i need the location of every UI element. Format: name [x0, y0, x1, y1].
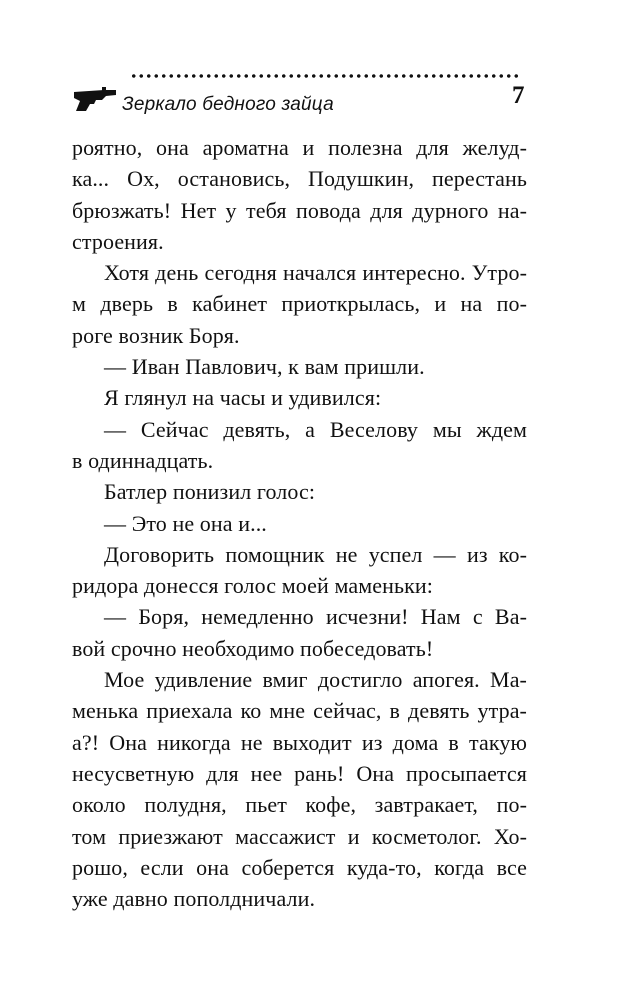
running-header: [72, 72, 572, 122]
text-line: — Боря, немедленно исчезни! Нам с Ва-: [104, 604, 527, 630]
text-line: строения.: [72, 228, 164, 254]
text-line: ридора донесся голос моей маменьки:: [72, 573, 433, 599]
running-title: Зеркало бедного зайца: [122, 94, 334, 115]
text-line: менька приехала ко мне сейчас, в девять утра-: [72, 698, 527, 724]
text-line: том приезжают массажист и косметолог. Хо-: [72, 823, 527, 849]
text-line: Мое удивление вмиг достигло апогея. Ма-: [104, 667, 527, 693]
text-line: вой срочно необходимо побеседовать!: [72, 635, 434, 661]
text-line: уже давно пополдничали.: [72, 886, 316, 912]
revolver-icon: [72, 86, 118, 112]
text-line: роге возник Боря.: [72, 322, 240, 348]
text-line: Я глянул на часы и удивился:: [104, 385, 382, 411]
text-line: рошо, если она соберется куда-то, когда все: [72, 854, 527, 880]
text-line: в одиннадцать.: [72, 447, 214, 473]
text-line: — Сейчас девять, а Веселову мы ждем: [104, 416, 527, 442]
text-line: Батлер понизил голос:: [104, 479, 316, 505]
text-line: около полудня, пьет кофе, завтракает, по-: [72, 792, 527, 818]
text-line: роятно, она ароматна и полезна для желуд-: [72, 135, 527, 160]
text-line: — Иван Павлович, к вам пришли.: [104, 354, 425, 380]
page-number: 7: [512, 82, 525, 109]
text-line: ка... Ох, остановись, Подушкин, перестань: [72, 166, 527, 192]
text-line: брюзжать! Нет у тебя повода для дурного на-: [72, 197, 527, 223]
text-line: — Это не она и...: [104, 510, 267, 536]
text-line: а?! Она никогда не выходит из дома в такую: [72, 729, 527, 755]
text-line: Договорить помощник не успел — из ко-: [104, 541, 527, 567]
text-line: м дверь в кабинет приоткрылась, и на по-: [72, 291, 527, 317]
text-line: Хотя день сегодня начался интересно. Утро-: [104, 260, 527, 286]
body-text: [72, 132, 527, 914]
text-line: несусветную для нее рань! Она просыпается: [72, 760, 527, 786]
dotted-rule: [130, 72, 518, 80]
